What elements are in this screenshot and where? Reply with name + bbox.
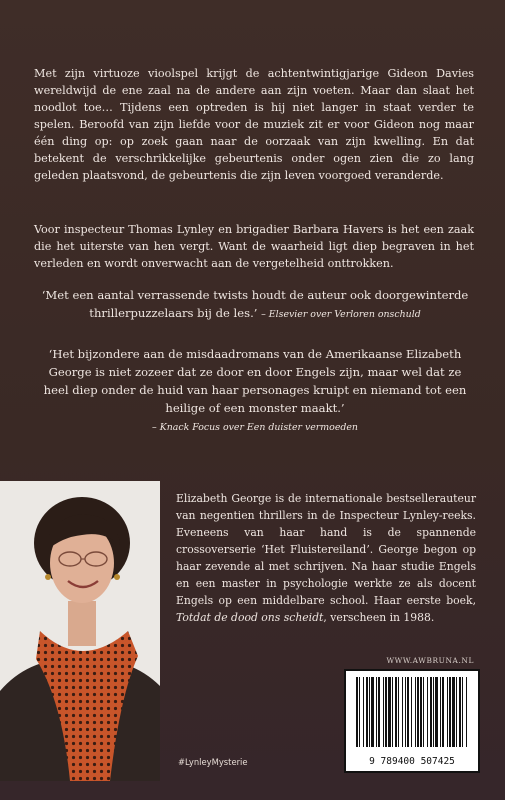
- author-bio: [176, 490, 476, 626]
- bio-book-title: Totdat de dood ons scheidt: [176, 610, 324, 624]
- quote-source: [152, 422, 358, 433]
- barcode-icon: [352, 677, 472, 747]
- quote-text: ‘Met een aantal verrassende twists houdt de auteur ook doorgewinterde thrillerpuzzelaars bij de les.’: [41, 288, 469, 320]
- blurb-paragraph-2: Voor inspecteur Thomas Lynley en brigadier Barbara Havers is het een zaak die het uiterste van hen vergt. Want de waarheid ligt diep begraven in het verleden en wordt onverwacht aan de vergetelheid onttrokken.: [34, 223, 474, 271]
- isbn-number: 9 789400 507425: [369, 756, 455, 767]
- quote-source-title: Een duister vermoeden: [246, 422, 358, 433]
- author-photo: [0, 481, 160, 781]
- bio-text: Elizabeth George is de internationale bestsellerauteur van negentien thrillers in de Inspecteur Lynley-reeks. Eveneens van haar hand is de spannende crossoverserie ‘Het Fluistereiland’. George begon op haar zevende al met schrijven. Na haar studie Engels en een master in psychologie werkte ze als docent Engels op een middelbare school. Haar eerste boek,: [176, 491, 476, 607]
- quote-source: [261, 309, 421, 320]
- publisher-url[interactable]: WWW.AWBRUNA.NL: [386, 656, 474, 665]
- quote-source-title: Verloren onschuld: [334, 309, 421, 320]
- quote-text: ‘Het bijzondere aan de misdaadromans van de Amerikaanse Elizabeth George is niet zozeer dat ze door en door Engels zijn, maar wel dat ze heel diep onder de huid van haar personages kruipt en niemand tot een heilige of een monster maakt.’: [43, 347, 467, 415]
- author-portrait: [0, 481, 160, 781]
- blurb-paragraph-1: Met zijn virtuoze vioolspel krijgt de achtentwintigjarige Gideon Davies wereldwijd de ene zaal na de andere aan zijn voeten. Maar dan slaat het noodlot toe… Tijdens een optreden is hij niet langer in staat verder te spelen. Beroofd van zijn liefde voor de muziek zit er voor Gideon nog maar één ding op: op zoek gaan naar de oorzaak van zijn kwelling. En dat betekent de verschrikkelijke gebeurtenis onder ogen zien die zo lang geleden plaatsvond, de gebeurtenis die zijn leven voorgoed veranderde.: [34, 67, 474, 183]
- bio-text-end: , verscheen in 1988.: [323, 610, 435, 624]
- series-hashtag: #LynleyMysterie: [178, 757, 248, 767]
- review-quote-2: [40, 345, 470, 437]
- quote-source-prefix: – Knack Focus over: [152, 422, 247, 433]
- isbn-barcode: [344, 669, 480, 773]
- quote-source-prefix: – Elsevier over: [261, 309, 335, 320]
- review-quote-1: [40, 286, 470, 324]
